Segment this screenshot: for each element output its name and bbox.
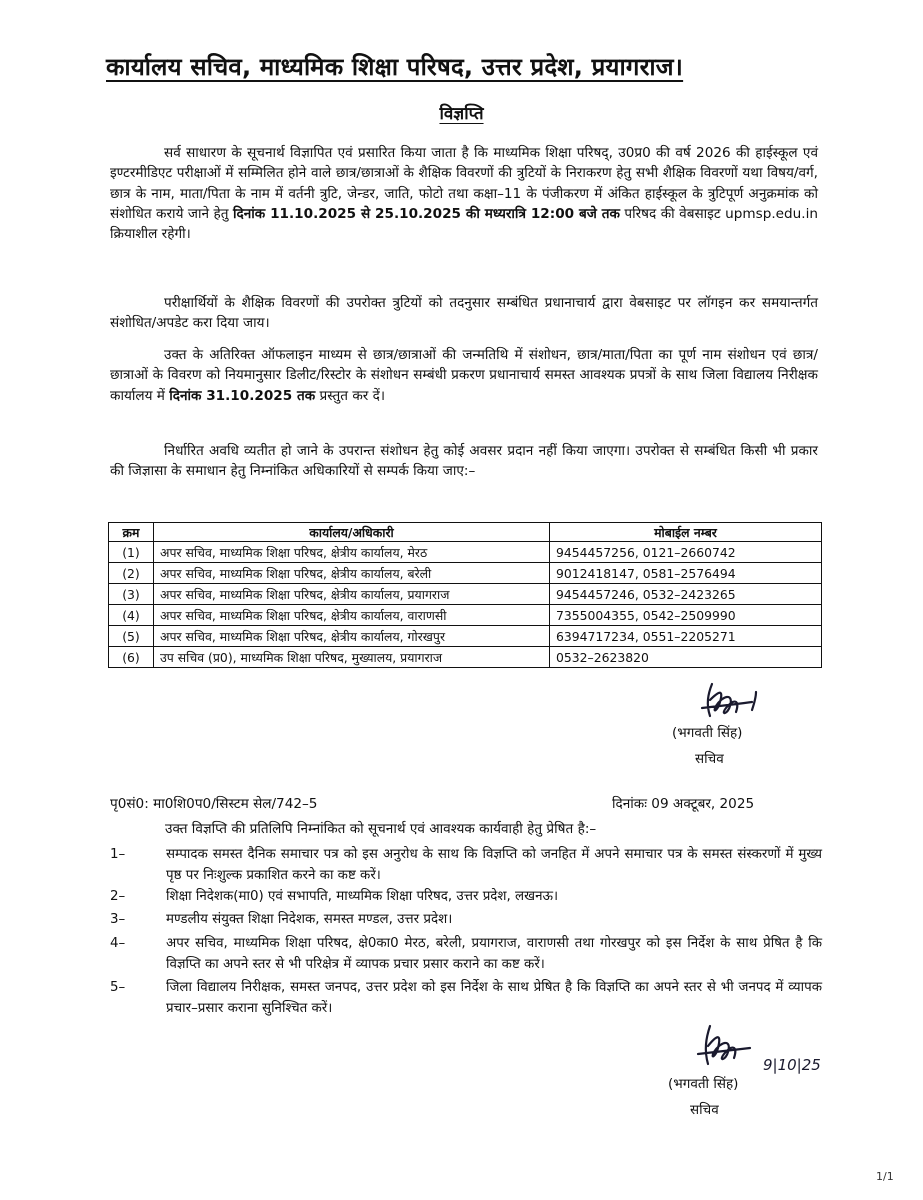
list-item-text: मण्डलीय संयुक्त शिक्षा निदेशक, समस्त मण्डल, उत्तर प्रदेश। xyxy=(166,912,453,927)
signature-2-name: (भगवती सिंह) xyxy=(668,1076,739,1092)
paragraph-1 xyxy=(110,143,818,244)
row-mobile: 9454457246, 0532–2423265 xyxy=(550,584,822,605)
paragraph-1-text-b: परिषद की वेबसाइट upmsp.edu.in क्रियाशील रहेगी। xyxy=(110,205,818,243)
table-header-row xyxy=(109,523,822,542)
list-item-text: सम्पादक समस्त दैनिक समाचार पत्र को इस अनुरोध के साथ कि विज्ञप्ति को जनहित में अपने समाचार पत्र के समस्त संस्करणों में मुख्य पृष्ठ पर निःशुल्क प्रकाशित करने का कष्ट करें। xyxy=(166,847,822,883)
row-office: अपर सचिव, माध्यमिक शिक्षा परिषद, क्षेत्रीय कार्यालय, प्रयागराज xyxy=(154,584,550,605)
header-mobile: मोबाईल नम्बर xyxy=(550,523,822,542)
list-item-text: जिला विद्यालय निरीक्षक, समस्त जनपद, उत्तर प्रदेश को इस निर्देश के साथ प्रेषित है कि विज्ञप्ति का अपने स्तर से भी जनपद में व्यापक प्रचार–प्रसार कराना सुनिश्चित करें। xyxy=(166,980,822,1016)
table-row xyxy=(109,647,822,668)
list-item-text: शिक्षा निदेशक(मा0) एवं सभापति, माध्यमिक शिक्षा परिषद, उत्तर प्रदेश, लखनऊ। xyxy=(166,889,559,904)
header-office: कार्यालय/अधिकारी xyxy=(154,523,550,542)
paragraph-4: निर्धारित अवधि व्यतीत हो जाने के उपरान्त संशोधन हेतु कोई अवसर प्रदान नहीं किया जाएगा। उपरोक्त से सम्बंधित किसी भी प्रकार की जिज्ञासा के समाधान हेतु निम्नांकित अधिकारियों से सम्पर्क किया जाए:– xyxy=(110,443,818,480)
row-serial: (3) xyxy=(109,584,154,605)
row-office: अपर सचिव, माध्यमिक शिक्षा परिषद, क्षेत्रीय कार्यालय, बरेली xyxy=(154,563,550,584)
issue-date: दिनांकः 09 अक्टूबर, 2025 xyxy=(612,796,755,812)
row-serial: (4) xyxy=(109,605,154,626)
list-item-number: 4– xyxy=(110,936,126,951)
list-item-number: 3– xyxy=(110,912,126,927)
table-row xyxy=(109,605,822,626)
table-row xyxy=(109,584,822,605)
row-serial: (6) xyxy=(109,647,154,668)
paragraph-3-text-a: उक्त के अतिरिक्त ऑफलाइन माध्यम से छात्र/छात्राओं की जन्मतिथि में संशोधन, छात्र/माता/पिता का पूर्ण नाम संशोधन एवं छात्र/छात्राओं के विवरण को नियमानुसार डिलीट/रिस्टोर के संशोधन सम्बंधी प्रकरण प्रधानाचार्य समस्त आवश्यक प्रपत्रों के साथ जिला विद्यालय निरीक्षक कार्यालय में xyxy=(110,347,818,404)
row-mobile: 7355004355, 0542–2509990 xyxy=(550,605,822,626)
row-office: उप सचिव (प्र0), माध्यमिक शिक्षा परिषद, मुख्यालय, प्रयागराज xyxy=(154,647,550,668)
paragraph-3 xyxy=(110,345,818,406)
signature-1-name: (भगवती सिंह) xyxy=(672,725,743,741)
signature-2-mark xyxy=(690,1022,764,1070)
row-mobile: 0532–2623820 xyxy=(550,647,822,668)
list-item-number: 1– xyxy=(110,847,126,862)
list-item-number: 5– xyxy=(110,980,126,995)
paragraph-2: परीक्षार्थियों के शैक्षिक विवरणों की उपरोक्त त्रुटियों को तदनुसार सम्बंधित प्रधानाचार्य द्वारा वेबसाइट पर लॉगइन कर समयान्तर्गत संशोधित/अपडेट करा दिया जाय। xyxy=(110,295,818,332)
row-mobile: 9012418147, 0581–2576494 xyxy=(550,563,822,584)
table-row xyxy=(109,542,822,563)
table-row xyxy=(109,626,822,647)
signature-1-designation: सचिव xyxy=(695,751,724,767)
paragraph-1-date-range: दिनांक 11.10.2025 से 25.10.2025 की मध्यरात्रि 12:00 बजे तक xyxy=(232,205,620,222)
copy-intro: उक्त विज्ञप्ति की प्रतिलिपि निम्नांकित को सूचनार्थ एवं आवश्यक कार्यवाही हेतु प्रेषित है:– xyxy=(165,821,597,837)
signature-1-mark xyxy=(690,678,780,724)
signature-2-handwritten-date: 9|10|25 xyxy=(763,1056,821,1074)
row-serial: (2) xyxy=(109,563,154,584)
row-mobile: 6394717234, 0551–2205271 xyxy=(550,626,822,647)
reference-number: पृ0सं0: मा0शि0प0/सिस्टम सेल/742–5 xyxy=(110,796,318,812)
list-item-text: अपर सचिव, माध्यमिक शिक्षा परिषद, क्षे0का0 मेरठ, बरेली, प्रयागराज, वाराणसी तथा गोरखपुर को इस निर्देश के साथ प्रेषित है कि विज्ञप्ति का अपने स्तर से भी परिक्षेत्र में व्यापक प्रचार प्रसार कराने का कष्ट करें। xyxy=(166,936,822,972)
paragraph-1-text-a: सर्व साधारण के सूचनार्थ विज्ञापित एवं प्रसारित किया जाता है कि माध्यमिक शिक्षा परिषद्, उ0प्र0 की वर्ष 2026 की हाईस्कूल एवं इण्टरमीडिएट परीक्षाओं में सम्मिलित होने वाले छात्र/छात्राओं के शैक्षिक विवरणों की त्रुटियों के निराकरण हेतु सभी शैक्षिक विवरणों यथा विषय/वर्ग, छात्र के नाम, माता/पिता के नाम में वर्तनी त्रुटि, जेन्डर, जाति, फोटो तथा कक्षा–11 के पंजीकरण में अंकित हाईस्कूल के त्रुटिपूर्ण अनुक्रमांक को संशोधित कराये जाने हेतु xyxy=(110,145,818,222)
row-mobile: 9454457256, 0121–2660742 xyxy=(550,542,822,563)
row-office: अपर सचिव, माध्यमिक शिक्षा परिषद, क्षेत्रीय कार्यालय, मेरठ xyxy=(154,542,550,563)
row-serial: (1) xyxy=(109,542,154,563)
row-office: अपर सचिव, माध्यमिक शिक्षा परिषद, क्षेत्रीय कार्यालय, गोरखपुर xyxy=(154,626,550,647)
table-row xyxy=(109,563,822,584)
header-serial: क्रम xyxy=(109,523,154,542)
list-item-number: 2– xyxy=(110,889,126,904)
row-serial: (5) xyxy=(109,626,154,647)
contacts-table xyxy=(108,522,822,668)
notice-heading: विज्ञप्ति xyxy=(439,104,484,124)
row-office: अपर सचिव, माध्यमिक शिक्षा परिषद, क्षेत्रीय कार्यालय, वाराणसी xyxy=(154,605,550,626)
paragraph-3-deadline: दिनांक 31.10.2025 तक xyxy=(169,387,316,404)
office-title: कार्यालय सचिव, माध्यमिक शिक्षा परिषद, उत्तर प्रदेश, प्रयागराज। xyxy=(106,53,684,81)
page-count: 1/1 xyxy=(876,1170,894,1183)
signature-2-designation: सचिव xyxy=(690,1102,719,1118)
paragraph-3-text-b: प्रस्तुत कर दें। xyxy=(315,387,386,404)
